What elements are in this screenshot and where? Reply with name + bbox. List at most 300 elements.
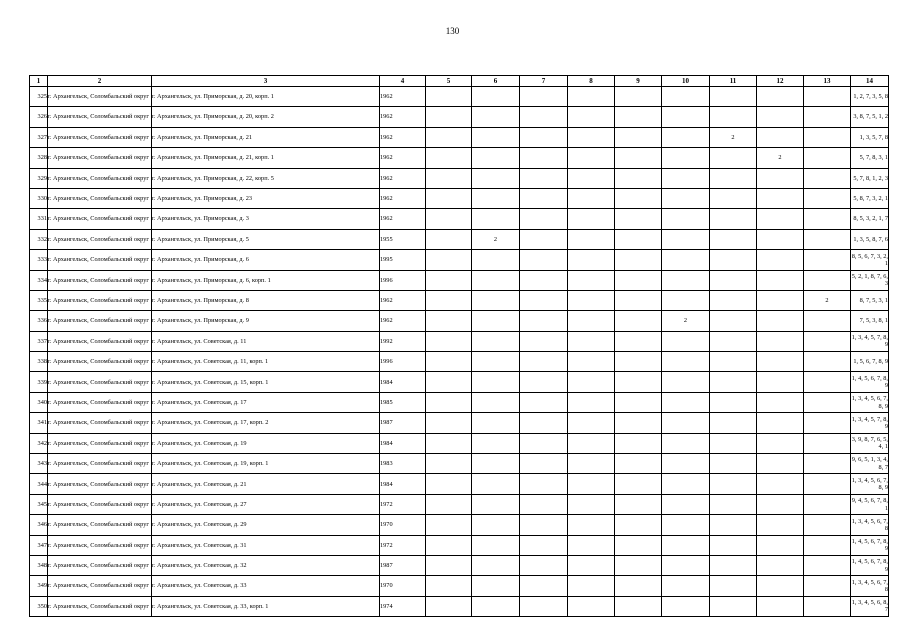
value-cell xyxy=(615,413,662,433)
value-cell xyxy=(520,474,568,494)
value-cell xyxy=(520,392,568,412)
value-cell: 2 xyxy=(710,127,757,147)
value-cell xyxy=(710,372,757,392)
value-cell xyxy=(472,87,520,107)
value-cell xyxy=(804,454,851,474)
value-cell xyxy=(615,596,662,616)
district-cell: г. Архангельск, Соломбальский округ xyxy=(48,270,152,290)
address-cell: г. Архангельск, ул. Советская, д. 19 xyxy=(152,433,380,453)
column-header: 7 xyxy=(520,76,568,87)
value-cell xyxy=(568,372,615,392)
address-cell: г. Архангельск, ул. Приморская, д. 9 xyxy=(152,311,380,331)
year-cell: 1962 xyxy=(380,188,426,208)
value-cell xyxy=(520,494,568,514)
address-cell: г. Архангельск, ул. Советская, д. 27 xyxy=(152,494,380,514)
year-cell: 1987 xyxy=(380,413,426,433)
value-cell xyxy=(710,576,757,596)
year-cell: 1987 xyxy=(380,555,426,575)
value-cell xyxy=(615,576,662,596)
value-cell xyxy=(472,127,520,147)
value-cell xyxy=(710,515,757,535)
district-cell: г. Архангельск, Соломбальский округ xyxy=(48,209,152,229)
codes-cell: 8, 7, 5, 3, 1 xyxy=(851,290,889,310)
row-number: 337 xyxy=(30,331,48,351)
address-cell: г. Архангельск, ул. Приморская, д. 21 xyxy=(152,127,380,147)
value-cell xyxy=(662,372,710,392)
value-cell xyxy=(804,372,851,392)
district-cell: г. Архангельск, Соломбальский округ xyxy=(48,168,152,188)
district-cell: г. Архангельск, Соломбальский округ xyxy=(48,290,152,310)
district-cell: г. Архангельск, Соломбальский округ xyxy=(48,596,152,616)
value-cell xyxy=(710,474,757,494)
value-cell xyxy=(568,127,615,147)
column-header: 2 xyxy=(48,76,152,87)
year-cell: 1984 xyxy=(380,372,426,392)
value-cell xyxy=(472,576,520,596)
row-number: 347 xyxy=(30,535,48,555)
value-cell xyxy=(804,392,851,412)
district-cell: г. Архангельск, Соломбальский округ xyxy=(48,188,152,208)
year-cell: 1962 xyxy=(380,127,426,147)
column-header: 5 xyxy=(426,76,472,87)
row-number: 328 xyxy=(30,148,48,168)
table-row xyxy=(30,535,889,555)
value-cell xyxy=(615,494,662,514)
address-cell: г. Архангельск, ул. Советская, д. 11 xyxy=(152,331,380,351)
value-cell xyxy=(615,392,662,412)
value-cell xyxy=(426,392,472,412)
value-cell xyxy=(710,290,757,310)
value-cell xyxy=(615,535,662,555)
codes-cell: 9, 4, 5, 6, 7, 8, 1 xyxy=(851,494,889,514)
row-number: 339 xyxy=(30,372,48,392)
value-cell xyxy=(710,596,757,616)
value-cell xyxy=(472,433,520,453)
row-number: 338 xyxy=(30,352,48,372)
value-cell xyxy=(710,352,757,372)
value-cell xyxy=(426,576,472,596)
value-cell xyxy=(757,352,804,372)
district-cell: г. Архангельск, Соломбальский округ xyxy=(48,576,152,596)
value-cell xyxy=(520,127,568,147)
value-cell xyxy=(472,596,520,616)
value-cell xyxy=(426,148,472,168)
value-cell xyxy=(568,229,615,249)
value-cell xyxy=(568,270,615,290)
value-cell xyxy=(804,474,851,494)
value-cell xyxy=(804,555,851,575)
value-cell xyxy=(757,209,804,229)
value-cell xyxy=(568,535,615,555)
year-cell: 1972 xyxy=(380,535,426,555)
value-cell xyxy=(804,515,851,535)
value-cell xyxy=(520,148,568,168)
value-cell xyxy=(804,229,851,249)
value-cell xyxy=(426,168,472,188)
address-cell: г. Архангельск, ул. Приморская, д. 22, корп. 5 xyxy=(152,168,380,188)
column-header: 11 xyxy=(710,76,757,87)
housing-table xyxy=(29,75,889,617)
value-cell xyxy=(472,148,520,168)
address-cell: г. Архангельск, ул. Советская, д. 33 xyxy=(152,576,380,596)
district-cell: г. Архангельск, Соломбальский округ xyxy=(48,392,152,412)
value-cell xyxy=(426,474,472,494)
value-cell xyxy=(710,270,757,290)
value-cell xyxy=(757,474,804,494)
column-header: 4 xyxy=(380,76,426,87)
value-cell xyxy=(662,433,710,453)
column-header: 14 xyxy=(851,76,889,87)
year-cell: 1962 xyxy=(380,168,426,188)
value-cell xyxy=(568,311,615,331)
value-cell xyxy=(426,535,472,555)
district-cell: г. Архангельск, Соломбальский округ xyxy=(48,229,152,249)
value-cell xyxy=(472,494,520,514)
year-cell: 1970 xyxy=(380,576,426,596)
district-cell: г. Архангельск, Соломбальский округ xyxy=(48,148,152,168)
value-cell xyxy=(757,107,804,127)
value-cell xyxy=(472,107,520,127)
value-cell xyxy=(568,188,615,208)
year-cell: 1985 xyxy=(380,392,426,412)
value-cell xyxy=(568,148,615,168)
address-cell: г. Архангельск, ул. Приморская, д. 6 xyxy=(152,250,380,270)
value-cell xyxy=(615,372,662,392)
table-row xyxy=(30,250,889,270)
value-cell xyxy=(520,290,568,310)
table-row xyxy=(30,107,889,127)
value-cell xyxy=(520,352,568,372)
table-row xyxy=(30,270,889,290)
value-cell xyxy=(520,168,568,188)
value-cell xyxy=(520,188,568,208)
value-cell xyxy=(568,250,615,270)
address-cell: г. Архангельск, ул. Советская, д. 17, корп. 2 xyxy=(152,413,380,433)
table-row xyxy=(30,331,889,351)
value-cell xyxy=(520,576,568,596)
value-cell xyxy=(568,555,615,575)
value-cell xyxy=(520,87,568,107)
codes-cell: 8, 5, 6, 7, 3, 2, 1 xyxy=(851,250,889,270)
value-cell xyxy=(710,454,757,474)
value-cell: 2 xyxy=(804,290,851,310)
table-row xyxy=(30,290,889,310)
value-cell xyxy=(757,87,804,107)
value-cell xyxy=(757,188,804,208)
value-cell xyxy=(757,168,804,188)
value-cell xyxy=(615,87,662,107)
value-cell xyxy=(710,331,757,351)
value-cell xyxy=(757,535,804,555)
value-cell xyxy=(426,311,472,331)
value-cell xyxy=(757,290,804,310)
district-cell: г. Архангельск, Соломбальский округ xyxy=(48,87,152,107)
row-number: 329 xyxy=(30,168,48,188)
row-number: 331 xyxy=(30,209,48,229)
value-cell xyxy=(426,413,472,433)
year-cell: 1984 xyxy=(380,474,426,494)
table-row xyxy=(30,209,889,229)
value-cell xyxy=(804,148,851,168)
value-cell xyxy=(804,311,851,331)
value-cell xyxy=(568,331,615,351)
value-cell xyxy=(615,168,662,188)
value-cell xyxy=(757,311,804,331)
district-cell: г. Архангельск, Соломбальский округ xyxy=(48,352,152,372)
column-header: 3 xyxy=(152,76,380,87)
district-cell: г. Архангельск, Соломбальский округ xyxy=(48,555,152,575)
address-cell: г. Архангельск, ул. Приморская, д. 20, корп. 2 xyxy=(152,107,380,127)
table-row xyxy=(30,494,889,514)
codes-cell: 1, 3, 4, 5, 6, 7, 8, 9 xyxy=(851,474,889,494)
value-cell xyxy=(804,168,851,188)
value-cell xyxy=(615,454,662,474)
column-header: 13 xyxy=(804,76,851,87)
value-cell xyxy=(757,270,804,290)
codes-cell: 8, 5, 3, 2, 1, 7 xyxy=(851,209,889,229)
value-cell xyxy=(520,433,568,453)
page-number: 130 xyxy=(445,26,460,36)
value-cell xyxy=(426,596,472,616)
value-cell xyxy=(804,576,851,596)
district-cell: г. Архангельск, Соломбальский округ xyxy=(48,250,152,270)
value-cell xyxy=(520,413,568,433)
value-cell xyxy=(615,331,662,351)
year-cell: 1974 xyxy=(380,596,426,616)
year-cell: 1984 xyxy=(380,433,426,453)
value-cell xyxy=(615,515,662,535)
value-cell xyxy=(472,392,520,412)
address-cell: г. Архангельск, ул. Советская, д. 17 xyxy=(152,392,380,412)
value-cell xyxy=(757,515,804,535)
codes-cell: 1, 4, 5, 6, 7, 8, 9 xyxy=(851,372,889,392)
value-cell xyxy=(426,372,472,392)
value-cell xyxy=(472,413,520,433)
value-cell xyxy=(472,270,520,290)
column-header: 1 xyxy=(30,76,48,87)
address-cell: г. Архангельск, ул. Советская, д. 11, корп. 1 xyxy=(152,352,380,372)
district-cell: г. Архангельск, Соломбальский округ xyxy=(48,311,152,331)
district-cell: г. Архангельск, Соломбальский округ xyxy=(48,535,152,555)
value-cell xyxy=(757,413,804,433)
row-number: 344 xyxy=(30,474,48,494)
value-cell xyxy=(615,433,662,453)
value-cell xyxy=(662,87,710,107)
row-number: 325 xyxy=(30,87,48,107)
value-cell xyxy=(804,87,851,107)
value-cell xyxy=(662,576,710,596)
value-cell xyxy=(662,127,710,147)
value-cell xyxy=(757,229,804,249)
value-cell xyxy=(520,270,568,290)
address-cell: г. Архангельск, ул. Советская, д. 21 xyxy=(152,474,380,494)
year-cell: 1962 xyxy=(380,290,426,310)
value-cell xyxy=(568,168,615,188)
value-cell xyxy=(757,331,804,351)
row-number: 341 xyxy=(30,413,48,433)
value-cell xyxy=(472,372,520,392)
value-cell xyxy=(615,148,662,168)
row-number: 330 xyxy=(30,188,48,208)
district-cell: г. Архангельск, Соломбальский округ xyxy=(48,515,152,535)
codes-cell: 9, 6, 5, 1, 3, 4, 8, 7 xyxy=(851,454,889,474)
value-cell xyxy=(710,107,757,127)
row-number: 332 xyxy=(30,229,48,249)
value-cell xyxy=(520,535,568,555)
value-cell xyxy=(426,127,472,147)
value-cell xyxy=(520,555,568,575)
value-cell xyxy=(568,474,615,494)
table-row xyxy=(30,87,889,107)
value-cell xyxy=(804,188,851,208)
row-number: 334 xyxy=(30,270,48,290)
value-cell xyxy=(662,290,710,310)
district-cell: г. Архангельск, Соломбальский округ xyxy=(48,454,152,474)
value-cell xyxy=(710,168,757,188)
table-row xyxy=(30,555,889,575)
codes-cell: 1, 3, 4, 5, 7, 8, 9 xyxy=(851,413,889,433)
value-cell xyxy=(662,209,710,229)
value-cell xyxy=(710,535,757,555)
value-cell xyxy=(472,290,520,310)
value-cell xyxy=(520,209,568,229)
codes-cell: 3, 8, 7, 5, 1, 2 xyxy=(851,107,889,127)
value-cell xyxy=(662,515,710,535)
value-cell xyxy=(757,127,804,147)
row-number: 336 xyxy=(30,311,48,331)
row-number: 335 xyxy=(30,290,48,310)
codes-cell: 1, 3, 5, 7, 8 xyxy=(851,127,889,147)
table-row xyxy=(30,372,889,392)
year-cell: 1972 xyxy=(380,494,426,514)
value-cell xyxy=(710,209,757,229)
value-cell xyxy=(472,535,520,555)
table-row xyxy=(30,148,889,168)
column-header: 9 xyxy=(615,76,662,87)
value-cell xyxy=(804,331,851,351)
address-cell: г. Архангельск, ул. Советская, д. 29 xyxy=(152,515,380,535)
table-row xyxy=(30,413,889,433)
value-cell xyxy=(568,494,615,514)
value-cell xyxy=(757,372,804,392)
value-cell xyxy=(662,352,710,372)
codes-cell: 1, 4, 5, 6, 7, 8, 9 xyxy=(851,555,889,575)
table-row xyxy=(30,352,889,372)
value-cell xyxy=(615,474,662,494)
value-cell xyxy=(710,494,757,514)
codes-cell: 1, 3, 5, 8, 7, 6 xyxy=(851,229,889,249)
value-cell xyxy=(804,596,851,616)
value-cell xyxy=(426,107,472,127)
value-cell xyxy=(710,229,757,249)
value-cell xyxy=(804,270,851,290)
codes-cell: 5, 7, 8, 3, 1 xyxy=(851,148,889,168)
value-cell xyxy=(568,392,615,412)
value-cell xyxy=(710,433,757,453)
address-cell: г. Архангельск, ул. Советская, д. 32 xyxy=(152,555,380,575)
value-cell xyxy=(662,229,710,249)
row-number: 327 xyxy=(30,127,48,147)
value-cell xyxy=(615,209,662,229)
value-cell xyxy=(472,555,520,575)
district-cell: г. Архангельск, Соломбальский округ xyxy=(48,107,152,127)
value-cell xyxy=(472,311,520,331)
value-cell: 2 xyxy=(472,229,520,249)
address-cell: г. Архангельск, ул. Советская, д. 33, корп. 1 xyxy=(152,596,380,616)
value-cell xyxy=(520,372,568,392)
column-header: 8 xyxy=(568,76,615,87)
value-cell xyxy=(804,107,851,127)
value-cell xyxy=(568,209,615,229)
value-cell xyxy=(710,250,757,270)
row-number: 345 xyxy=(30,494,48,514)
value-cell xyxy=(757,392,804,412)
value-cell xyxy=(426,331,472,351)
table-body xyxy=(30,87,889,617)
codes-cell: 5, 2, 1, 8, 7, 6, 3 xyxy=(851,270,889,290)
value-cell xyxy=(520,596,568,616)
table-row xyxy=(30,596,889,616)
table-row xyxy=(30,168,889,188)
district-cell: г. Архангельск, Соломбальский округ xyxy=(48,372,152,392)
value-cell xyxy=(615,555,662,575)
value-cell xyxy=(757,454,804,474)
value-cell xyxy=(472,474,520,494)
column-header: 10 xyxy=(662,76,710,87)
year-cell: 1970 xyxy=(380,515,426,535)
value-cell xyxy=(710,413,757,433)
codes-cell: 5, 7, 8, 1, 2, 3 xyxy=(851,168,889,188)
value-cell xyxy=(615,311,662,331)
value-cell xyxy=(568,290,615,310)
value-cell xyxy=(804,535,851,555)
column-header: 6 xyxy=(472,76,520,87)
value-cell xyxy=(615,250,662,270)
year-cell: 1962 xyxy=(380,209,426,229)
value-cell xyxy=(472,352,520,372)
value-cell xyxy=(426,87,472,107)
district-cell: г. Архангельск, Соломбальский округ xyxy=(48,494,152,514)
value-cell xyxy=(662,555,710,575)
value-cell xyxy=(804,127,851,147)
value-cell xyxy=(662,474,710,494)
codes-cell: 5, 8, 7, 3, 2, 1 xyxy=(851,188,889,208)
value-cell xyxy=(662,596,710,616)
row-number: 349 xyxy=(30,576,48,596)
district-cell: г. Архангельск, Соломбальский округ xyxy=(48,413,152,433)
value-cell xyxy=(568,107,615,127)
codes-cell: 1, 3, 4, 5, 6, 7, 8 xyxy=(851,515,889,535)
value-cell xyxy=(520,311,568,331)
address-cell: г. Архангельск, ул. Приморская, д. 21, корп. 1 xyxy=(152,148,380,168)
value-cell xyxy=(662,270,710,290)
row-number: 340 xyxy=(30,392,48,412)
value-cell xyxy=(472,250,520,270)
value-cell xyxy=(757,494,804,514)
address-cell: г. Архангельск, ул. Приморская, д. 8 xyxy=(152,290,380,310)
value-cell xyxy=(804,209,851,229)
header-row xyxy=(30,76,889,87)
value-cell xyxy=(472,454,520,474)
district-cell: г. Архангельск, Соломбальский округ xyxy=(48,474,152,494)
value-cell xyxy=(757,433,804,453)
table-row xyxy=(30,474,889,494)
value-cell xyxy=(568,87,615,107)
value-cell xyxy=(710,311,757,331)
value-cell xyxy=(426,250,472,270)
row-number: 346 xyxy=(30,515,48,535)
value-cell xyxy=(662,535,710,555)
